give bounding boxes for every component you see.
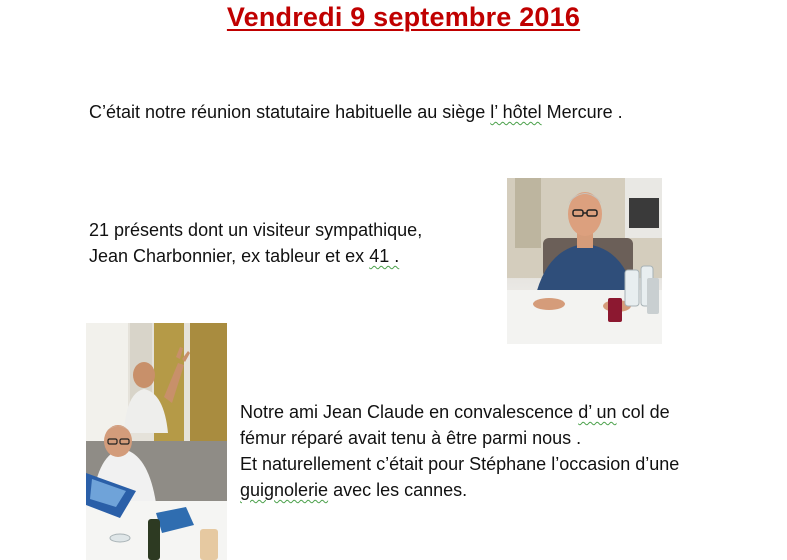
convalescence-line-3: Et naturellement c’était pour Stéphane l’occasion d’une (240, 454, 680, 474)
convalescence-line-1 (240, 399, 679, 425)
photo-members-image (86, 323, 227, 560)
attendance-line-1: 21 présents dont un visiteur sympathique, (89, 220, 423, 240)
photo-members (86, 323, 227, 560)
paragraph-attendance (89, 217, 422, 269)
attendance-line-2-text: Jean Charbonnier, ex tableur et ex (89, 246, 370, 266)
paragraph-meeting-end: Mercure . (541, 102, 623, 122)
paragraph-convalescence (240, 399, 679, 503)
page-title: Vendredi 9 septembre 2016 (226, 2, 581, 32)
attendance-line-2 (89, 243, 422, 269)
convalescence-line-4-end: avec les cannes. (328, 480, 468, 500)
paragraph-meeting (89, 99, 623, 125)
convalescence-line-1-text: Notre ami Jean Claude en convalescence (240, 402, 579, 422)
spellcheck-marked-word: guignolerie (240, 480, 329, 500)
convalescence-line-1-end: col de (616, 402, 670, 422)
spellcheck-marked-word: 41 . (369, 246, 400, 266)
spellcheck-marked-word: d’ un (578, 402, 617, 422)
photo-visitor (507, 178, 662, 344)
paragraph-meeting-text: C’était notre réunion statutaire habituelle au siège (89, 102, 491, 122)
convalescence-line-2: fémur réparé avait tenu à être parmi nous . (240, 428, 582, 448)
spellcheck-marked-word: l’ hôtel (490, 102, 542, 122)
convalescence-line-4 (240, 477, 679, 503)
photo-visitor-image (507, 178, 662, 344)
